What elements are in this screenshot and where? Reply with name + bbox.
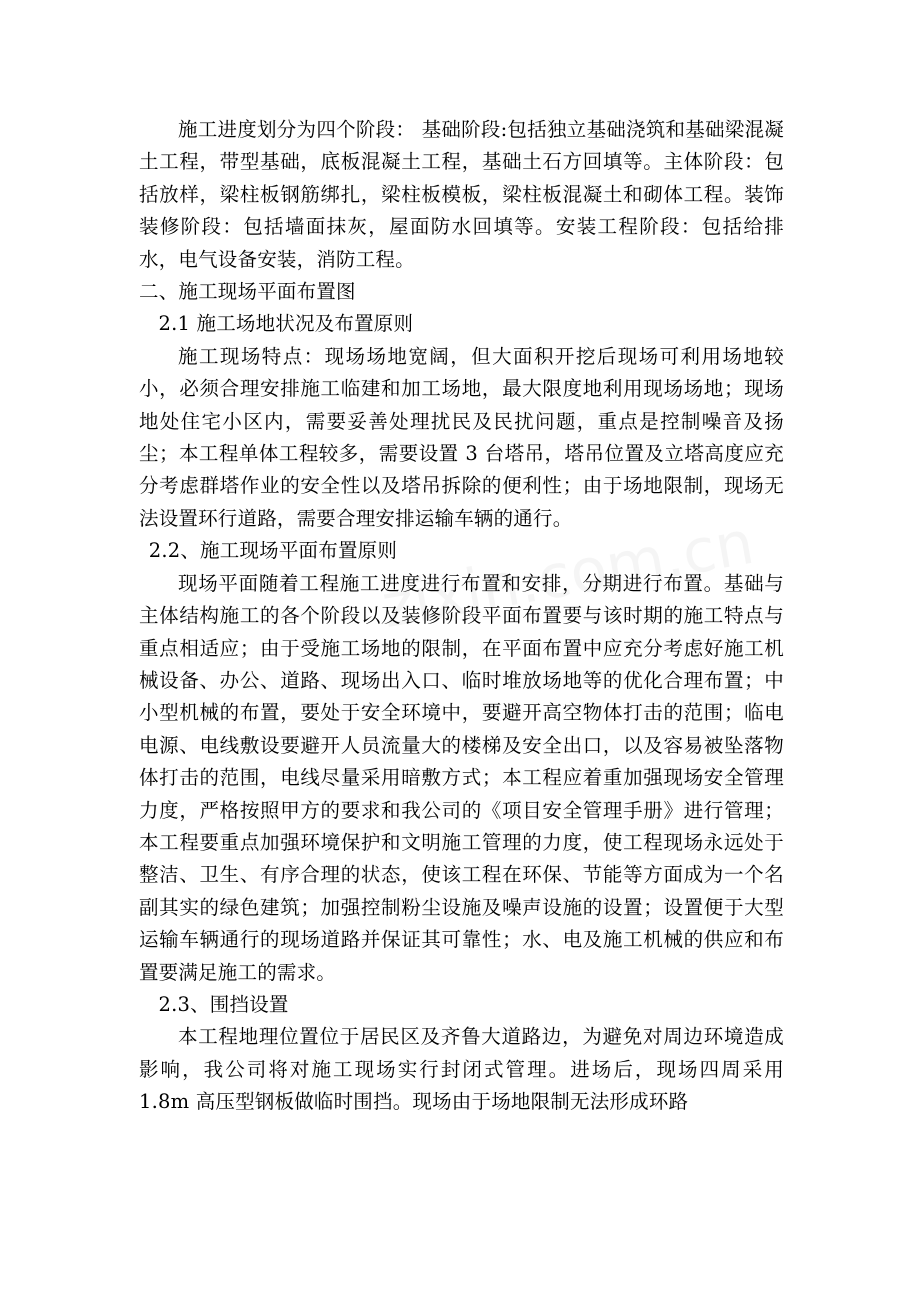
paragraph-site-features: 施工现场特点：现场场地宽阔，但大面积开挖后现场可利用场地较小，必须合理安排施工临建和加工场地，最大限度地利用现场场地；现场地处住宅小区内，需要妥善处理扰民及民扰问题，重点是控制噪音及扬尘；本工程单体工程较多，需要设置 3 台塔吊，塔吊位置及立塔高度应充分考虑群塔作业的安全性以及塔吊拆除的便利性；由于场地限制，现场无法设置环行道路，需要合理安排运输车辆的通行。 (139, 344, 784, 530)
paragraph-construction-phases: 施工进度划分为四个阶段： 基础阶段:包括独立基础浇筑和基础梁混凝土工程，带型基础，底板混凝土工程，基础土石方回填等。主体阶段：包括放样，梁柱板钢筋绑扎，梁柱板模板，梁柱板混凝土和砌体工程。装饰装修阶段：包括墙面抹灰，屋面防水回填等。安装工程阶段：包括给排水，电气设备安装，消防工程。 (139, 118, 784, 271)
subsection-heading-2-3: 2.3、围挡设置 (158, 992, 289, 1016)
subsection-heading-2-2: 2.2、施工现场平面布置原则 (148, 539, 398, 563)
paragraph-layout-principles: 现场平面随着工程施工进度进行布置和安排，分期进行布置。基础与主体结构施工的各个阶段以及装修阶段平面布置要与该时期的施工特点与重点相适应；由于受施工场地的限制，在平面布置中应充分考虑好施工机械设备、办公、道路、现场出入口、临时堆放场地等的优化合理布置；中小型机械的布置，要处于安全环境中，要避开高空物体打击的范围；临电电源、电线敷设要避开人员流量大的楼梯及安全出口，以及容易被坠落物体打击的范围，电线尽量采用暗敷方式；本工程应着重加强现场安全管理力度，严格按照甲方的要求和我公司的《项目安全管理手册》进行管理；本工程要重点加强环境保护和文明施工管理的力度，使工程现场永远处于整洁、卫生、有序合理的状态，使该工程在环保、节能等方面成为一个名副其实的绿色建筑；加强控制粉尘设施及噪声设施的设置；设置便于大型运输车辆通行的现场道路并保证其可靠性；水、电及施工机械的供应和布置要满足施工的需求。 (139, 571, 784, 984)
section-heading-site-layout: 二、施工现场平面布置图 (139, 280, 356, 304)
paragraph-fence-setup: 本工程地理位置位于居民区及齐鲁大道路边，为避免对周边环境造成影响，我公司将对施工现场实行封闭式管理。进场后，现场四周采用 1.8m 高压型钢板做临时围挡。现场由于场地限制无法形成环路 (139, 1025, 784, 1114)
document-body (139, 114, 784, 1119)
subsection-heading-2-1: 2.1 施工场地状况及布置原则 (158, 312, 414, 336)
